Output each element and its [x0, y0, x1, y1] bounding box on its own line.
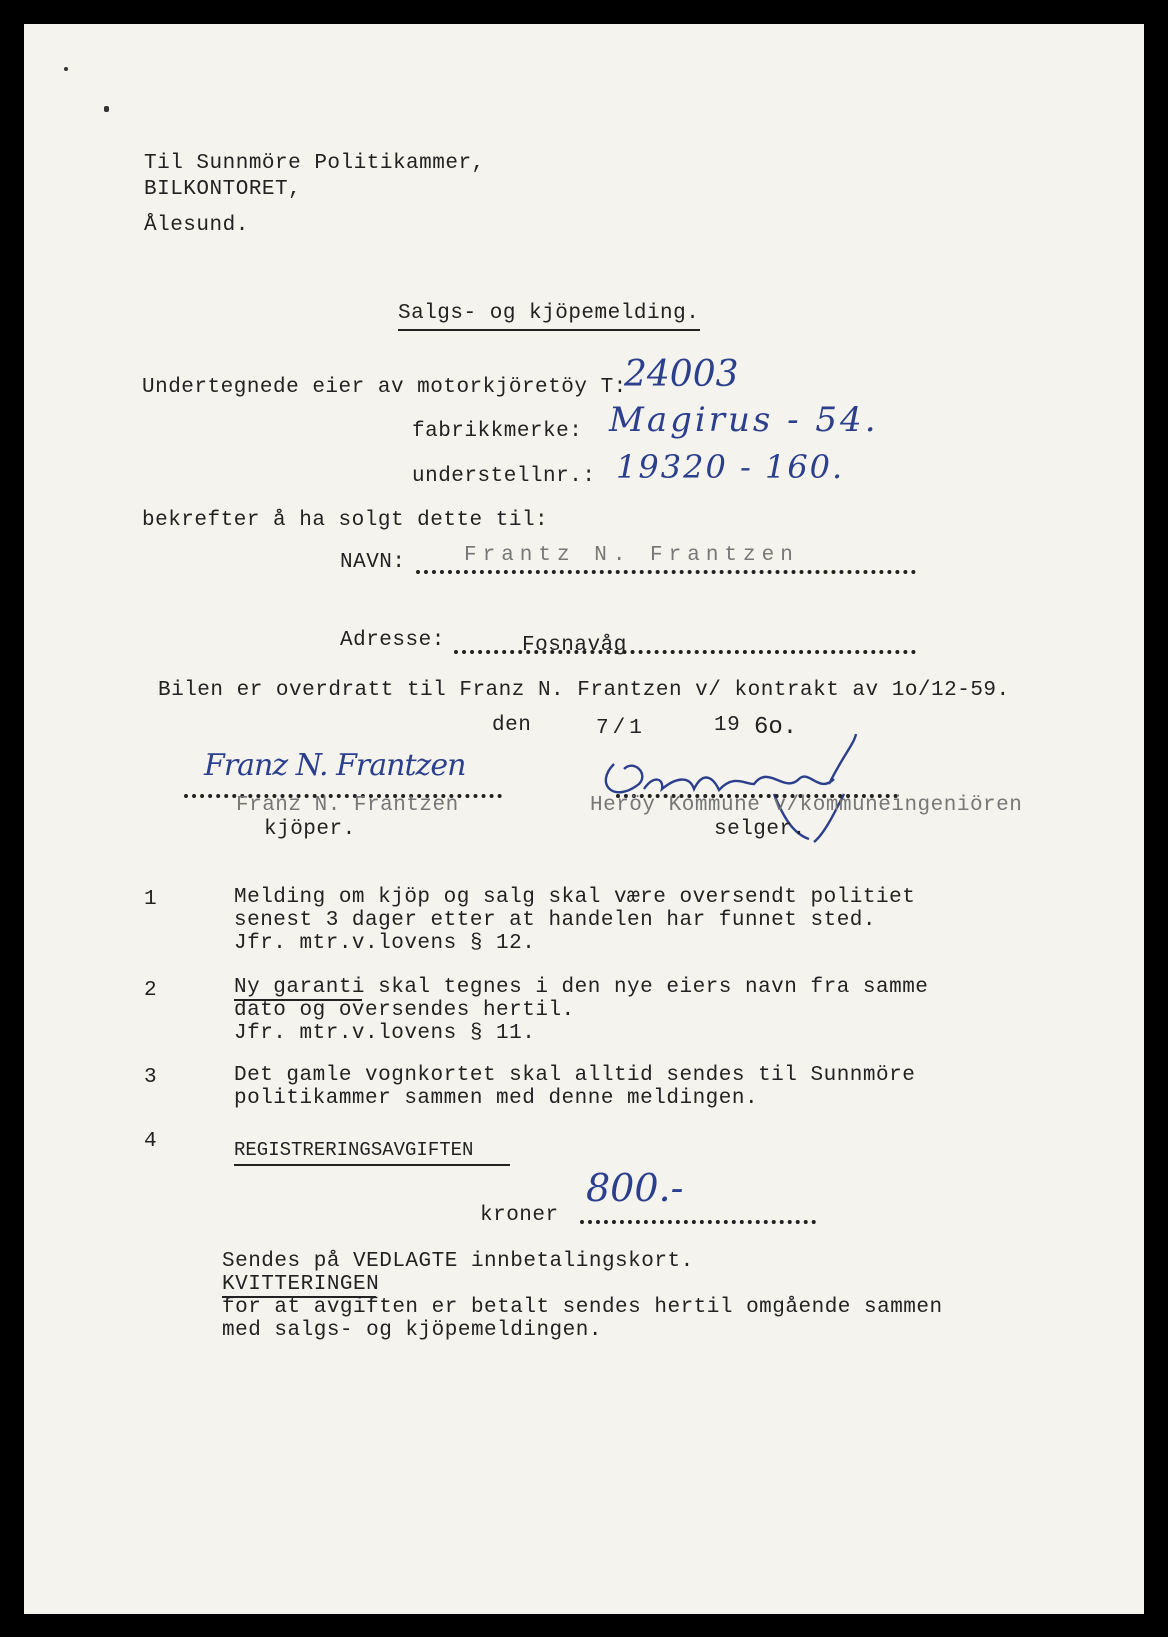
fee-amount-handwritten: 800.-	[586, 1166, 684, 1210]
footer-line-4: med salgs- og kjöpemeldingen.	[222, 1319, 602, 1342]
date-year-suffix: 6o.	[754, 714, 798, 741]
address-label: Adresse:	[340, 629, 445, 652]
contract-line: Bilen er overdratt til Franz N. Frantzen v/ kontrakt av 1o/12-59.	[158, 679, 1010, 702]
note-1-number: 1	[144, 888, 158, 911]
reg-number-handwritten: 24003	[624, 354, 739, 395]
make-label: fabrikkmerke:	[412, 420, 583, 443]
fee-label: kroner	[480, 1204, 559, 1227]
recipient-line-1: Til Sunnmöre Politikammer,	[144, 152, 485, 175]
make-value-handwritten: Magirus - 54.	[609, 400, 879, 440]
note-4-underline	[234, 1164, 510, 1166]
note-3-number: 3	[144, 1066, 158, 1089]
note-1-line-2: senest 3 dager etter at handelen har funnet sted.	[234, 909, 877, 932]
footer-line-1: Sendes på VEDLAGTE innbetalingskort.	[222, 1250, 694, 1273]
note-4-heading: REGISTRERINGSAVGIFTEN	[234, 1139, 474, 1161]
fee-dotted-line	[580, 1220, 816, 1224]
seller-role: selger.	[714, 818, 806, 841]
owner-label: Undertegnede eier av motorkjöretöy T:	[142, 376, 627, 399]
title-underline	[398, 329, 700, 331]
address-dotted-line	[454, 650, 916, 654]
date-year-prefix: 19	[714, 714, 741, 737]
note-1-line-1: Melding om kjöp og salg skal være oversendt politiet	[234, 886, 916, 909]
name-value: Frantz N. Frantzen	[464, 544, 799, 567]
note-2-line-3: Jfr. mtr.v.lovens § 11.	[234, 1022, 536, 1045]
seller-name-typed: Heröy Kommune v/kommuneingeniören	[590, 794, 1023, 817]
note-3-line-1: Det gamle vognkortet skal alltid sendes til Sunnmöre	[234, 1064, 916, 1087]
note-1-line-3: Jfr. mtr.v.lovens § 12.	[234, 932, 536, 955]
recipient-line-3: Ålesund.	[144, 214, 249, 237]
confirm-text: bekrefter å ha solgt dette til:	[142, 509, 549, 532]
note-3-line-2: politikammer sammen med denne meldingen.	[234, 1087, 759, 1110]
chassis-value-handwritten: 19320 - 160.	[616, 448, 845, 486]
chassis-label: understellnr.:	[412, 465, 596, 488]
name-dotted-line	[416, 570, 916, 574]
date-day-month: 7/1	[596, 717, 646, 740]
name-label: NAVN:	[340, 551, 406, 574]
note-2-line-1: Ny garanti skal tegnes i den nye eiers navn fra samme	[234, 976, 929, 999]
recipient-line-2: BILKONTORET,	[144, 178, 302, 201]
punch-mark	[64, 67, 68, 71]
document-title: Salgs- og kjöpemelding.	[398, 302, 700, 325]
footer-line-3: for at avgiften er betalt sendes hertil omgående sammen	[222, 1296, 943, 1319]
buyer-signature: Franz N. Frantzen	[204, 748, 466, 783]
footer-line-2: KVITTERINGEN	[222, 1273, 380, 1296]
buyer-name-typed: Franz N. Frantzen	[236, 794, 459, 817]
date-den-label: den	[492, 714, 532, 737]
note-4-number: 4	[144, 1130, 158, 1153]
buyer-role: kjöper.	[264, 818, 356, 841]
document-page	[24, 24, 1144, 1614]
note-2-line-2: dato og oversendes hertil.	[234, 999, 575, 1022]
note-2-number: 2	[144, 979, 158, 1002]
punch-mark	[104, 106, 109, 112]
address-value: Fosnavåg	[522, 634, 627, 657]
